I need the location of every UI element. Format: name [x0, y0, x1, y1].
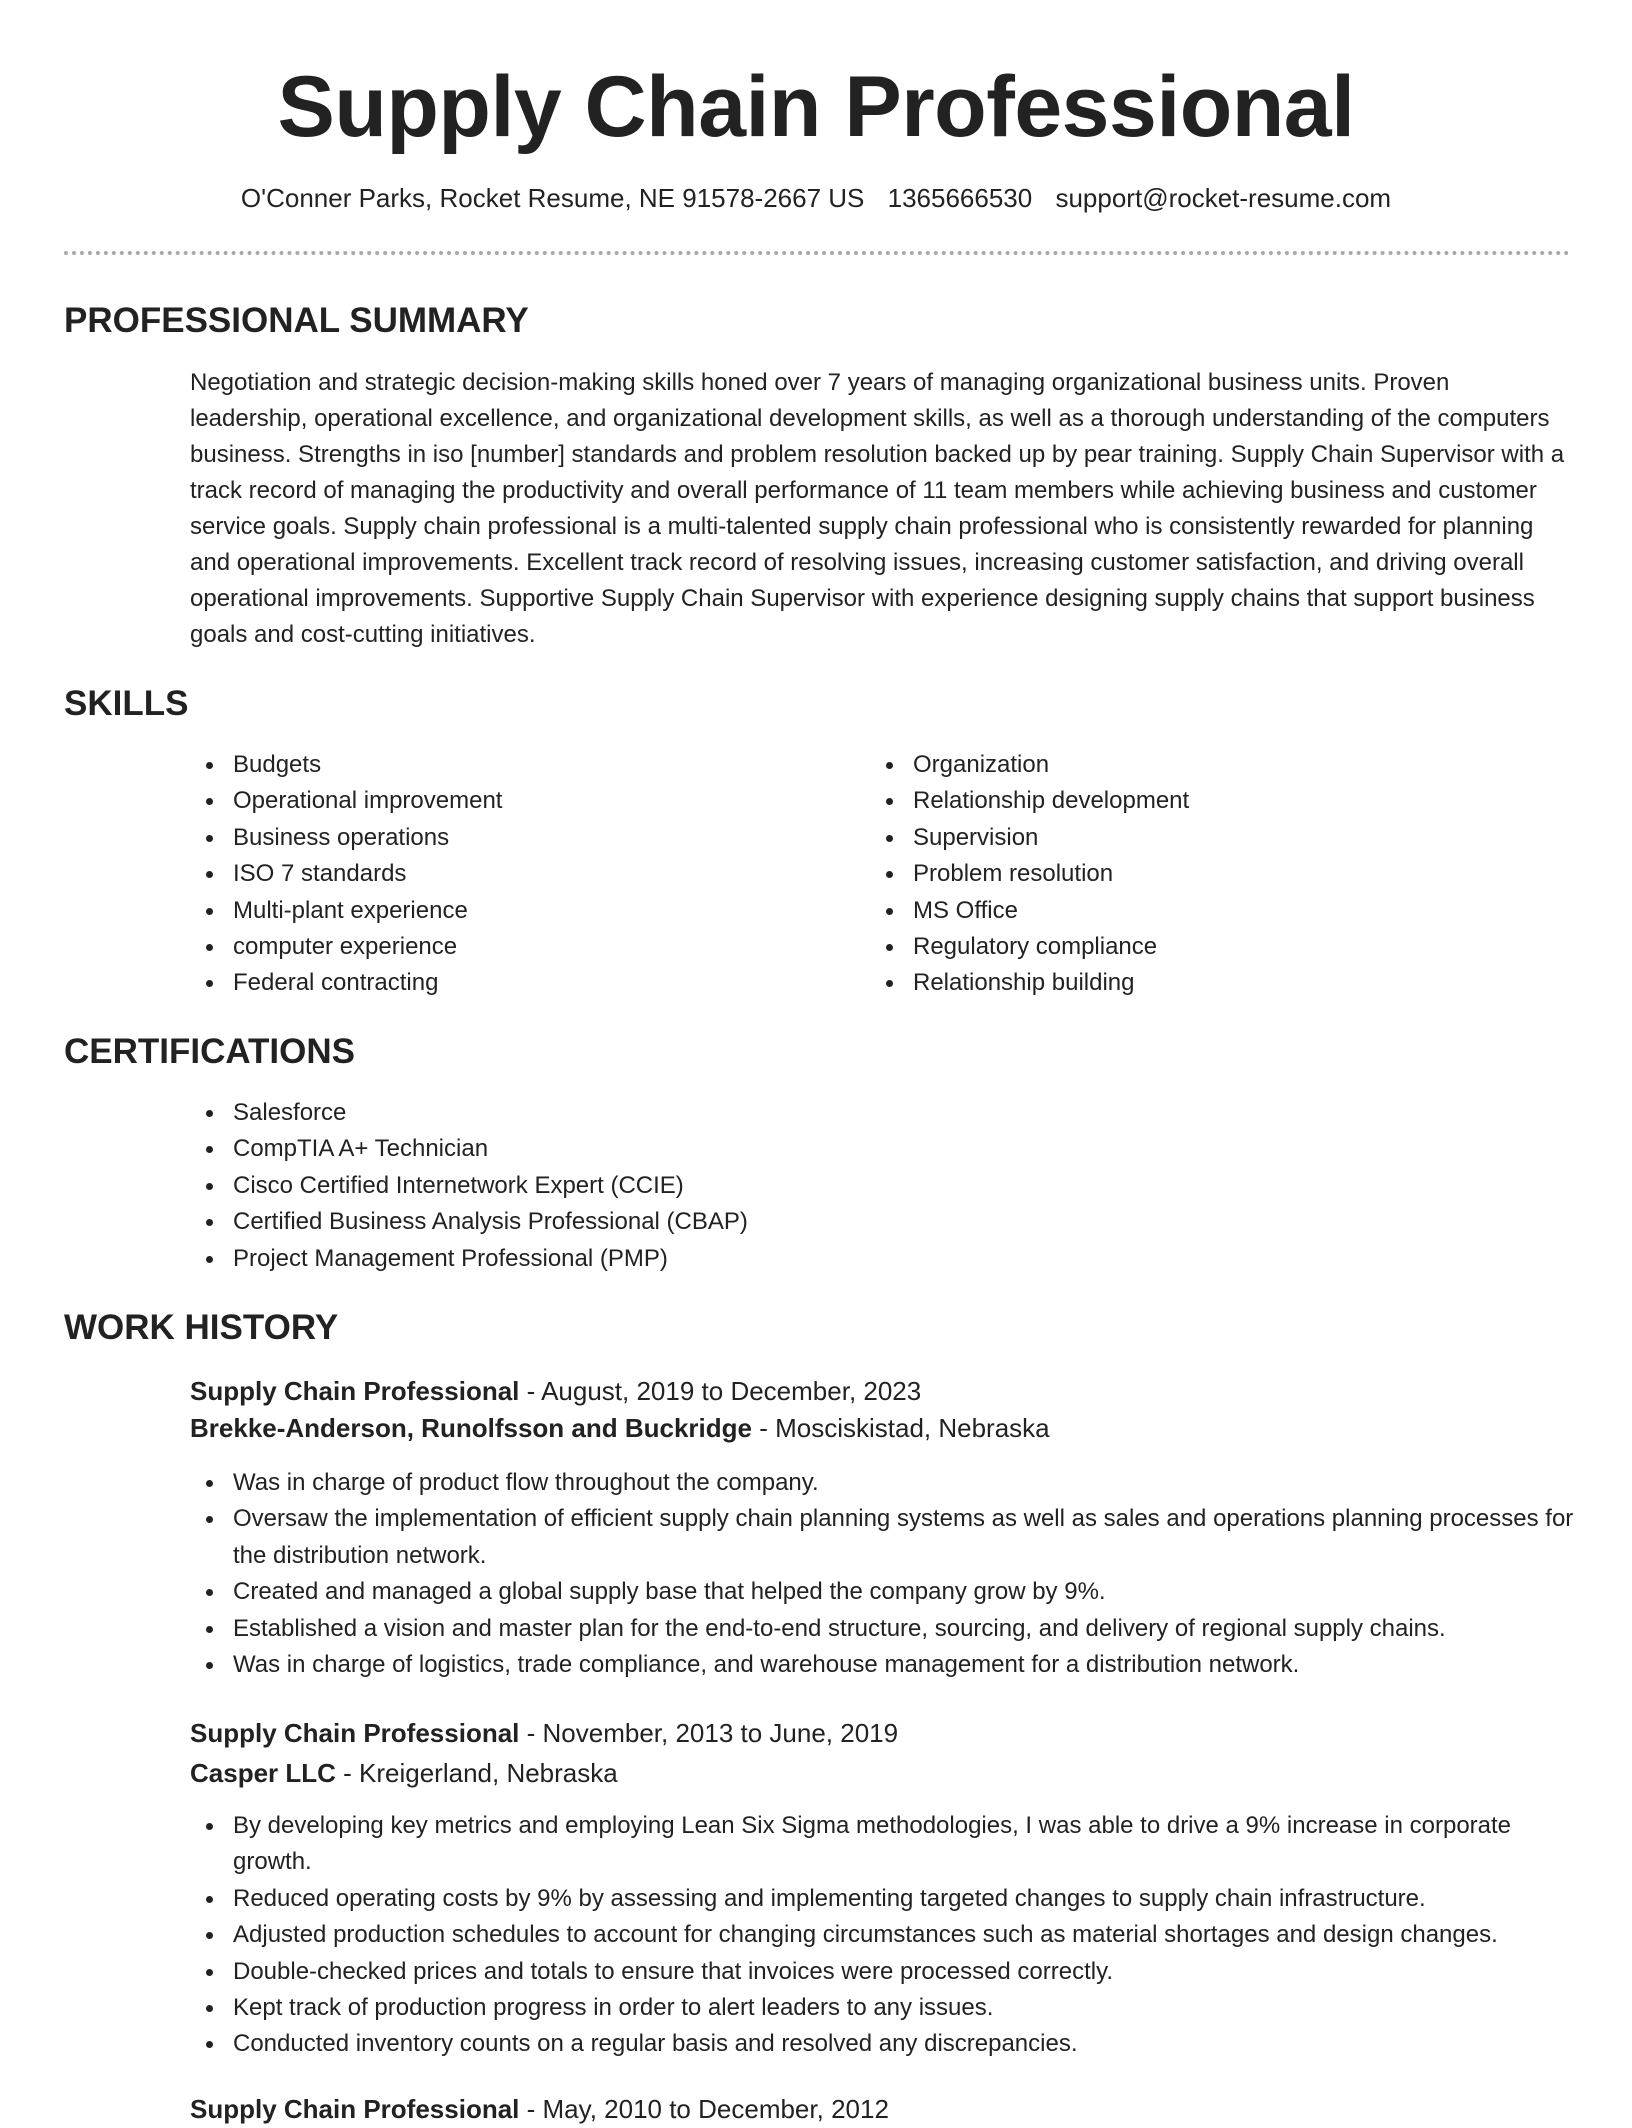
- job-bullet: Reduced operating costs by 9% by assessing and implementing targeted changes to supply chain infrastructure.: [190, 1881, 1580, 1917]
- job-dates: - November, 2013 to June, 2019: [519, 1718, 899, 1748]
- skills-list-right: [870, 747, 1510, 1002]
- job-company: Casper LLC: [190, 1758, 336, 1788]
- job-title-line: [190, 1372, 1570, 1410]
- skill-item: Operational improvement: [190, 783, 830, 819]
- job-bullet: Created and managed a global supply base that helped the company grow by 9%.: [190, 1574, 1580, 1610]
- skill-item: Organization: [870, 747, 1510, 783]
- skill-item: MS Office: [870, 893, 1510, 929]
- job-bullet: Was in charge of logistics, trade compliance, and warehouse management for a distribution network.: [190, 1647, 1580, 1683]
- job-bullet: Conducted inventory counts on a regular basis and resolved any discrepancies.: [190, 2026, 1580, 2062]
- job-bullet: Double-checked prices and totals to ensure that invoices were processed correctly.: [190, 1954, 1580, 1990]
- contact-line: [0, 180, 1632, 216]
- job-bullet: Established a vision and master plan for the end-to-end structure, sourcing, and delivery of regional supply chains.: [190, 1611, 1580, 1647]
- certifications-list: [190, 1095, 1490, 1277]
- job-company-line: [190, 1754, 1570, 1792]
- skill-item: Federal contracting: [190, 965, 830, 1001]
- resume-title: Supply Chain Professional: [277, 59, 1355, 155]
- skill-item: Supervision: [870, 820, 1510, 856]
- job-bullet: Adjusted production schedules to account for changing circumstances such as material shortages and design changes.: [190, 1917, 1580, 1953]
- skill-item: Multi-plant experience: [190, 893, 830, 929]
- skills-list-left: [190, 747, 830, 1002]
- job-location: - Kreigerland, Nebraska: [335, 1758, 618, 1788]
- contact-address: O'Conner Parks, Rocket Resume, NE 91578-2667 US: [240, 183, 865, 213]
- job-company: Brekke-Anderson, Runolfsson and Buckridge: [190, 1413, 752, 1443]
- contact-email: support@rocket-resume.com: [1055, 183, 1392, 213]
- header-divider: [64, 251, 1570, 255]
- skill-item: ISO 7 standards: [190, 856, 830, 892]
- job-bullet: Was in charge of product flow throughout the company.: [190, 1465, 1580, 1501]
- certifications-heading: CERTIFICATIONS: [64, 1032, 356, 1071]
- certification-item: Cisco Certified Internetwork Expert (CCIE): [190, 1168, 1490, 1204]
- certification-item: CompTIA A+ Technician: [190, 1131, 1490, 1167]
- job-dates: - May, 2010 to December, 2012: [519, 2094, 889, 2124]
- contact-phone: 1365666530: [887, 183, 1033, 213]
- job-company-line: [190, 1409, 1570, 1447]
- job-title-line: [190, 1714, 1570, 1752]
- certification-item: Certified Business Analysis Professional (CBAP): [190, 1204, 1490, 1240]
- skill-item: Business operations: [190, 820, 830, 856]
- summary-text: Negotiation and strategic decision-making skills honed over 7 years of managing organizational business units. Proven leadership, operational excellence, and organizational development skills, as well as a thorough understanding of the computers business. Strengths in iso [number] standards and problem resolution backed up by pear training. Supply Chain Supervisor with a track record of managing the productivity and overall performance of 11 team members while achieving business and customer service goals. Supply chain professional is a multi-talented supply chain professional who is consistently rewarded for planning and operational improvements. Excellent track record of resolving issues, increasing customer satisfaction, and driving overall operational improvements. Supportive Supply Chain Supervisor with experience designing supply chains that support business goals and cost-cutting initiatives.: [190, 369, 1565, 648]
- job-title-line: [190, 2090, 1570, 2128]
- skill-item: Budgets: [190, 747, 830, 783]
- job-bullet: Oversaw the implementation of efficient supply chain planning systems as well as sales and operations planning processes for the distribution network.: [190, 1501, 1580, 1574]
- job-bullets: [190, 1465, 1580, 1683]
- summary-heading: PROFESSIONAL SUMMARY: [64, 301, 529, 340]
- work-history-heading: WORK HISTORY: [64, 1308, 339, 1347]
- skills-heading: SKILLS: [64, 684, 189, 723]
- skill-item: Problem resolution: [870, 856, 1510, 892]
- certification-item: Salesforce: [190, 1095, 1490, 1131]
- skill-item: computer experience: [190, 929, 830, 965]
- job-bullets: [190, 1808, 1580, 2063]
- job-bullet: By developing key metrics and employing Lean Six Sigma methodologies, I was able to drive a 9% increase in corporate growth.: [190, 1808, 1580, 1881]
- job-title: Supply Chain Professional: [190, 1376, 520, 1406]
- skill-item: Regulatory compliance: [870, 929, 1510, 965]
- certification-item: Project Management Professional (PMP): [190, 1241, 1490, 1277]
- skill-item: Relationship development: [870, 783, 1510, 819]
- job-title: Supply Chain Professional: [190, 1718, 520, 1748]
- job-title: Supply Chain Professional: [190, 2094, 520, 2124]
- job-location: - Mosciskistad, Nebraska: [751, 1413, 1050, 1443]
- job-dates: - August, 2019 to December, 2023: [519, 1376, 922, 1406]
- skill-item: Relationship building: [870, 965, 1510, 1001]
- job-bullet: Kept track of production progress in order to alert leaders to any issues.: [190, 1990, 1580, 2026]
